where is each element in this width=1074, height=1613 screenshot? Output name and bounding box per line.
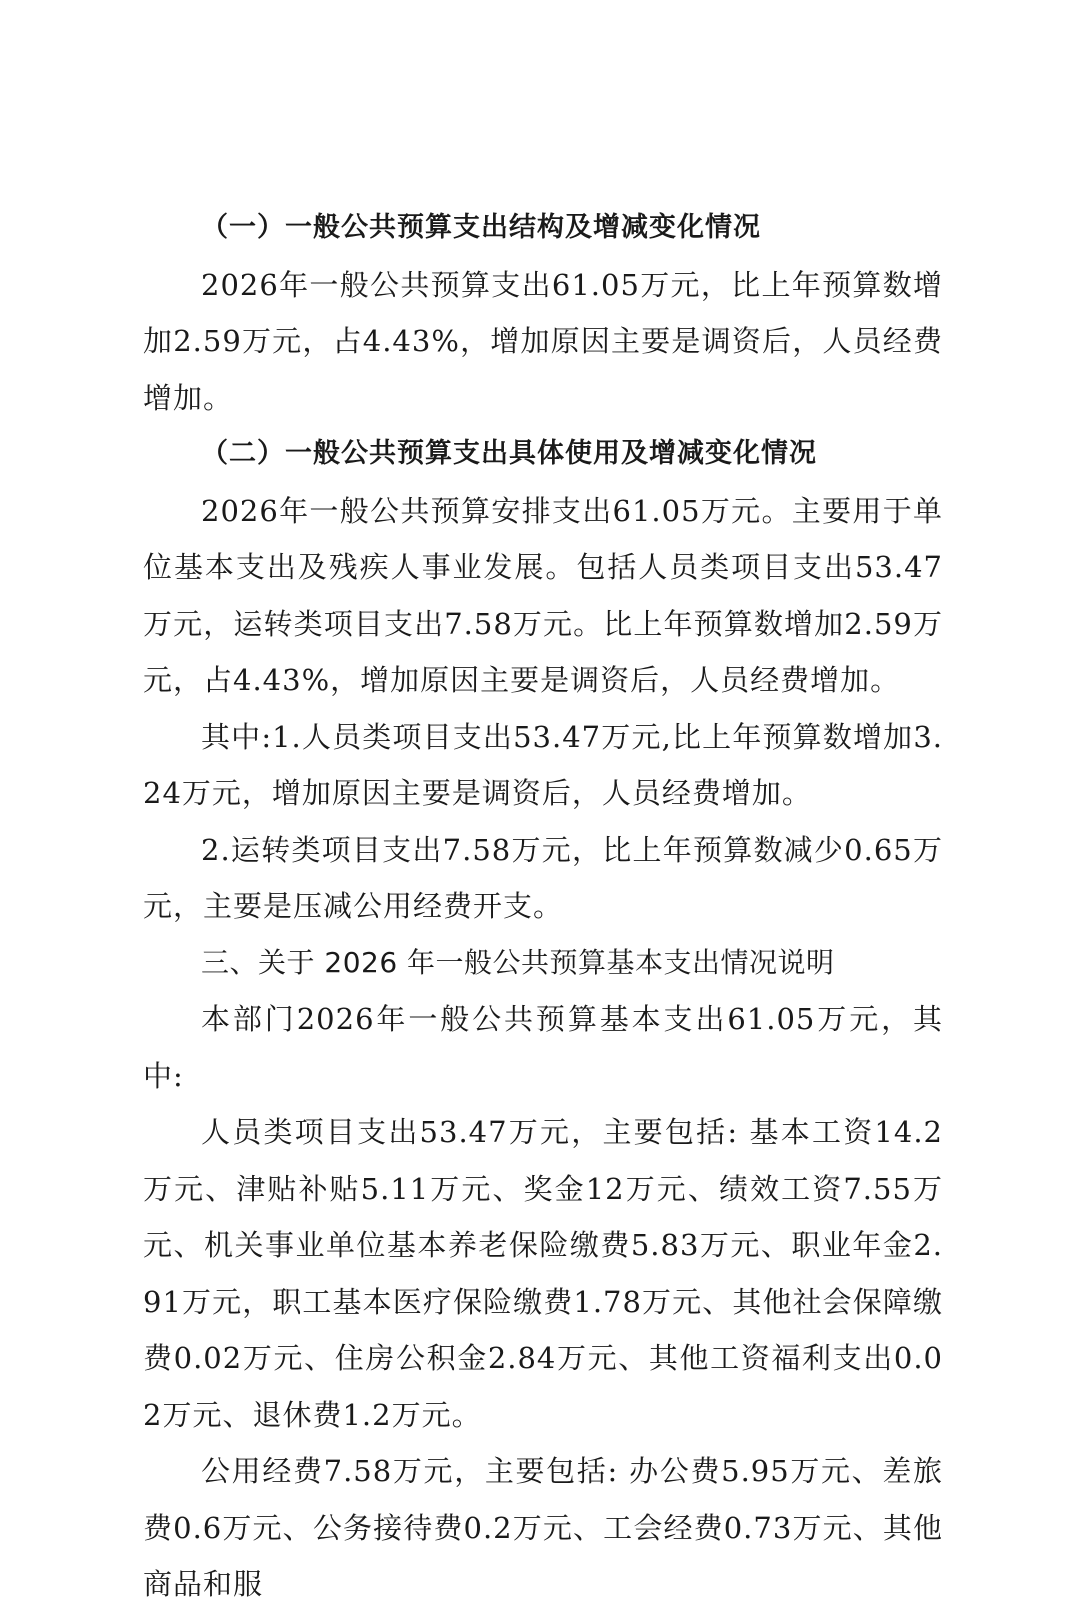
document-body	[143, 200, 943, 1613]
paragraph-public-funds-breakdown: 公用经费7.58万元，主要包括: 办公费5.95万元、差旅费0.6万元、公务接待费0.2万元、工会经费0.73万元、其他商品和服	[143, 1454, 943, 1601]
paragraph-basic-expenditure: 本部门2026年一般公共预算基本支出61.05万元，其中:	[143, 1002, 943, 1093]
subsection-heading-2: （二）一般公共预算支出具体使用及增减变化情况	[201, 438, 817, 469]
paragraph-personnel-items: 其中:1.人员类项目支出53.47万元,比上年预算数增加3.24万元，增加原因主要是调资后，人员经费增加。	[143, 719, 943, 810]
paragraph-expenditure-usage: 2026年一般公共预算安排支出61.05万元。主要用于单位基本支出及残疾人事业发展。包括人员类项目支出53.47万元，运转类项目支出7.58万元。比上年预算数增加2.59万元，占4.43%，增加原因主要是调资后，人员经费增加。	[143, 493, 943, 697]
section-heading-3: 三、关于 2026 年一般公共预算基本支出情况说明	[201, 945, 835, 979]
paragraph-expenditure-structure: 2026年一般公共预算支出61.05万元，比上年预算数增加2.59万元，占4.43%，增加原因主要是调资后，人员经费增加。	[143, 267, 943, 415]
subsection-heading-1: （一）一般公共预算支出结构及增减变化情况	[201, 212, 761, 243]
paragraph-personnel-breakdown: 人员类项目支出53.47万元，主要包括: 基本工资14.2万元、津贴补贴5.11万元、奖金12万元、绩效工资7.55万元、机关事业单位基本养老保险缴费5.83万元、职业年金2.91万元，职工基本医疗保险缴费1.78万元、其他社会保障缴费0.02万元、住房公积金2.84万元、其他工资福利支出0.02万元、退休费1.2万元。	[143, 1115, 943, 1432]
paragraph-operating-items: 2.运转类项目支出7.58万元，比上年预算数减少0.65万元，主要是压减公用经费开支。	[143, 832, 943, 923]
